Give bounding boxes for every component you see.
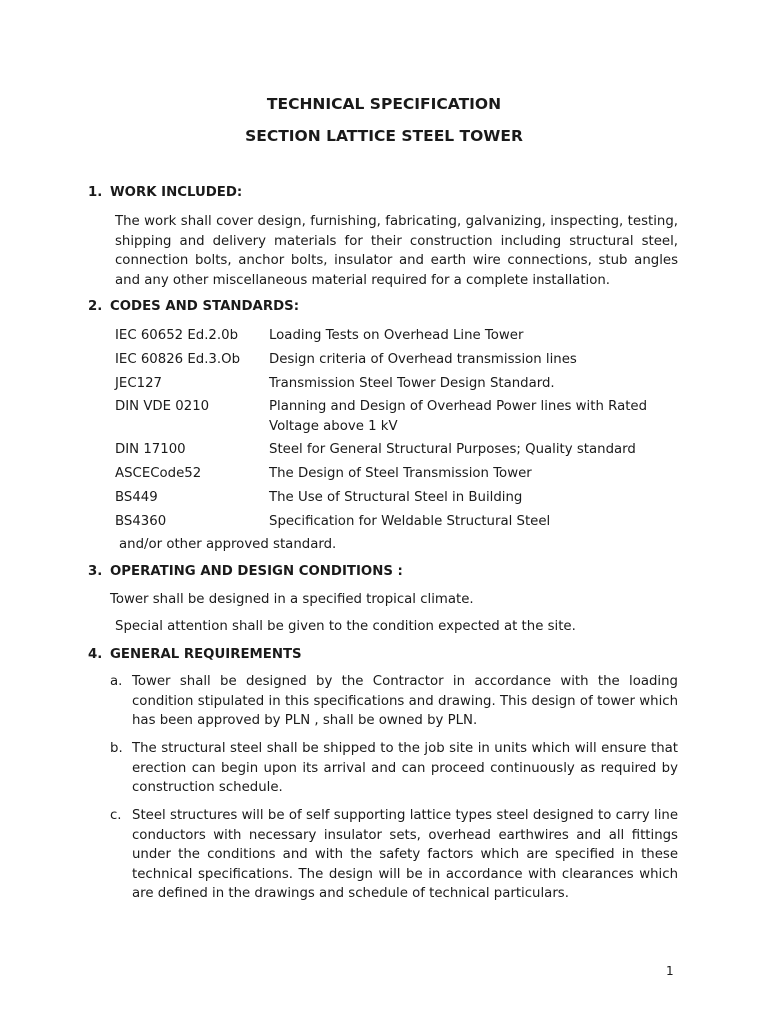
standard-description: The Use of Structural Steel in Building xyxy=(269,490,523,505)
section-title: SECTION LATTICE STEEL TOWER xyxy=(245,127,523,145)
standard-description: The Design of Steel Transmission Tower xyxy=(269,466,532,481)
list-marker: c. xyxy=(110,808,122,823)
work-included-paragraph: The work shall cover design, furnishing, fabricating, galvanizing, inspecting, testing, shipping and delivery materials for their construction including structural steel, connection bolts, anchor bolts, insulator and earth wire connections, stub angles and any other miscellaneous material required for a complete installation. xyxy=(115,214,678,288)
heading-number: 3. xyxy=(88,564,103,579)
standard-description: Loading Tests on Overhead Line Tower xyxy=(269,328,524,343)
standard-description: Transmission Steel Tower Design Standard. xyxy=(269,376,555,391)
standard-code: DIN VDE 0210 xyxy=(115,399,210,414)
list-marker: a. xyxy=(110,674,123,689)
list-text: The structural steel shall be shipped to the job site in units which will ensure that erection can begin upon its arrival and can proceed continuously as required by construction schedule. xyxy=(132,741,678,795)
list-text: Steel structures will be of self supporting lattice types steel designed to carry line conductors with necessary insulator sets, overhead earthwires and all fittings under the conditions and with the safety factors which are specified in these technical specifications. The design will be in accordance with clearances which are defined in the drawings and schedule of technical particulars. xyxy=(132,808,678,901)
standard-code: BS4360 xyxy=(115,514,167,529)
heading-codes-standards xyxy=(88,297,299,317)
standard-description: Steel for General Structural Purposes; Quality standard xyxy=(269,442,636,457)
standard-code: DIN 17100 xyxy=(115,442,186,457)
heading-number: 1. xyxy=(88,185,103,200)
standard-code: JEC127 xyxy=(115,376,162,391)
operating-line-1: Tower shall be designed in a specified tropical climate. xyxy=(110,592,474,607)
heading-text: OPERATING AND DESIGN CONDITIONS : xyxy=(110,564,403,579)
heading-text: CODES AND STANDARDS: xyxy=(110,299,300,314)
heading-general-requirements xyxy=(88,645,302,665)
operating-line-2: Special attention shall be given to the condition expected at the site. xyxy=(115,619,576,634)
standard-code: BS449 xyxy=(115,490,158,505)
standard-description: Specification for Weldable Structural Steel xyxy=(269,514,551,529)
list-text: Tower shall be designed by the Contractor in accordance with the loading condition stipulated in this specifications and drawing. This design of tower which has been approved by PLN , shall be owned by PLN. xyxy=(132,674,678,728)
standard-code: IEC 60652 Ed.2.0b xyxy=(115,328,239,343)
heading-number: 4. xyxy=(88,647,103,662)
heading-text: GENERAL REQUIREMENTS xyxy=(110,647,302,662)
list-marker: b. xyxy=(110,741,123,756)
codes-footer-note: and/or other approved standard. xyxy=(119,537,337,552)
heading-operating-conditions xyxy=(88,562,403,582)
document-title: TECHNICAL SPECIFICATION xyxy=(266,95,502,113)
standard-code: IEC 60826 Ed.3.Ob xyxy=(115,352,241,367)
page-number: 1 xyxy=(666,964,674,978)
heading-number: 2. xyxy=(88,299,103,314)
standard-code: ASCECode52 xyxy=(115,466,202,481)
standard-description: Planning and Design of Overhead Power lines with Rated Voltage above 1 kV xyxy=(269,399,648,434)
heading-work-included xyxy=(88,183,242,203)
heading-text: WORK INCLUDED: xyxy=(110,185,243,200)
standard-description: Design criteria of Overhead transmission lines xyxy=(269,352,577,367)
